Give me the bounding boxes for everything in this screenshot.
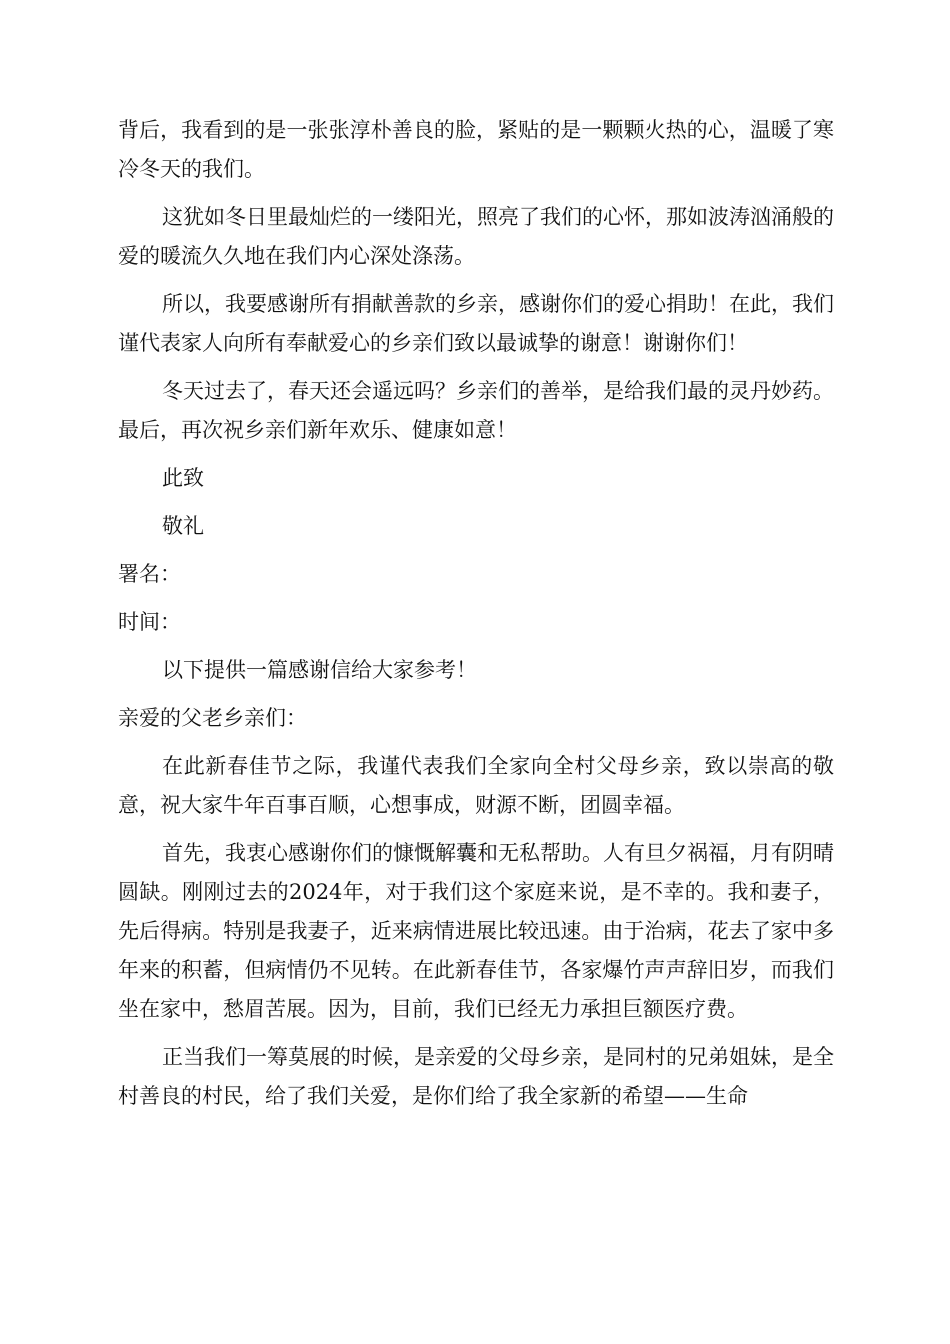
- paragraph-warm-current: 这犹如冬日里最灿烂的一缕阳光，照亮了我们的心怀，那如波涛汹涌般的爱的暖流久久地在我们内心深处涤荡。: [118, 205, 834, 268]
- paragraph-gratitude-illness: 首先，我衷心感谢你们的慷慨解囊和无私帮助。人有旦夕祸福，月有阴晴圆缺。刚刚过去的2024年，对于我们这个家庭来说，是不幸的。我和妻子，先后得病。特别是我妻子，近来病情进展比较迅速。由于治病，花去了家中多年来的积蓄，但病情仍不见转。在此新春佳节，各家爆竹声声辞旧岁，而我们坐在家中，愁眉苦展。因为，目前，我们已经无力承担巨额医疗费。: [118, 841, 834, 1021]
- date-label: 时间：: [118, 610, 181, 634]
- closing-regards: 敬礼: [162, 514, 204, 538]
- signature-label: 署名：: [118, 562, 181, 586]
- paragraph-spring-wishes: 冬天过去了，春天还会遥远吗？乡亲们的善举，是给我们最的灵丹妙药。最后，再次祝乡亲们新年欢乐、健康如意！: [118, 379, 834, 442]
- paragraph-new-year-greeting: 在此新春佳节之际，我谨代表我们全家向全村父母乡亲，致以崇高的敬意，祝大家牛年百事百顺，心想事成，财源不断，团圆幸福。: [118, 754, 834, 817]
- letter-greeting: 亲爱的父老乡亲们：: [118, 706, 307, 730]
- paragraph-continuation: 背后，我看到的是一张张淳朴善良的脸，紧贴的是一颗颗火热的心，温暖了寒冷冬天的我们。: [118, 118, 834, 181]
- closing-salutation: 此致: [162, 466, 204, 490]
- paragraph-thanks-donors: 所以，我要感谢所有捐献善款的乡亲，感谢你们的爱心捐助！在此，我们谨代表家人向所有奉献爱心的乡亲们致以最诚挚的谢意！谢谢你们！: [118, 292, 834, 355]
- document-page: [118, 111, 834, 1125]
- sample-intro: 以下提供一篇感谢信给大家参考！: [162, 658, 477, 682]
- paragraph-village-help: 正当我们一筹莫展的时候，是亲爱的父母乡亲，是同村的兄弟姐妹，是全村善良的村民，给了我们关爱，是你们给了我全家新的希望——生命: [118, 1045, 834, 1108]
